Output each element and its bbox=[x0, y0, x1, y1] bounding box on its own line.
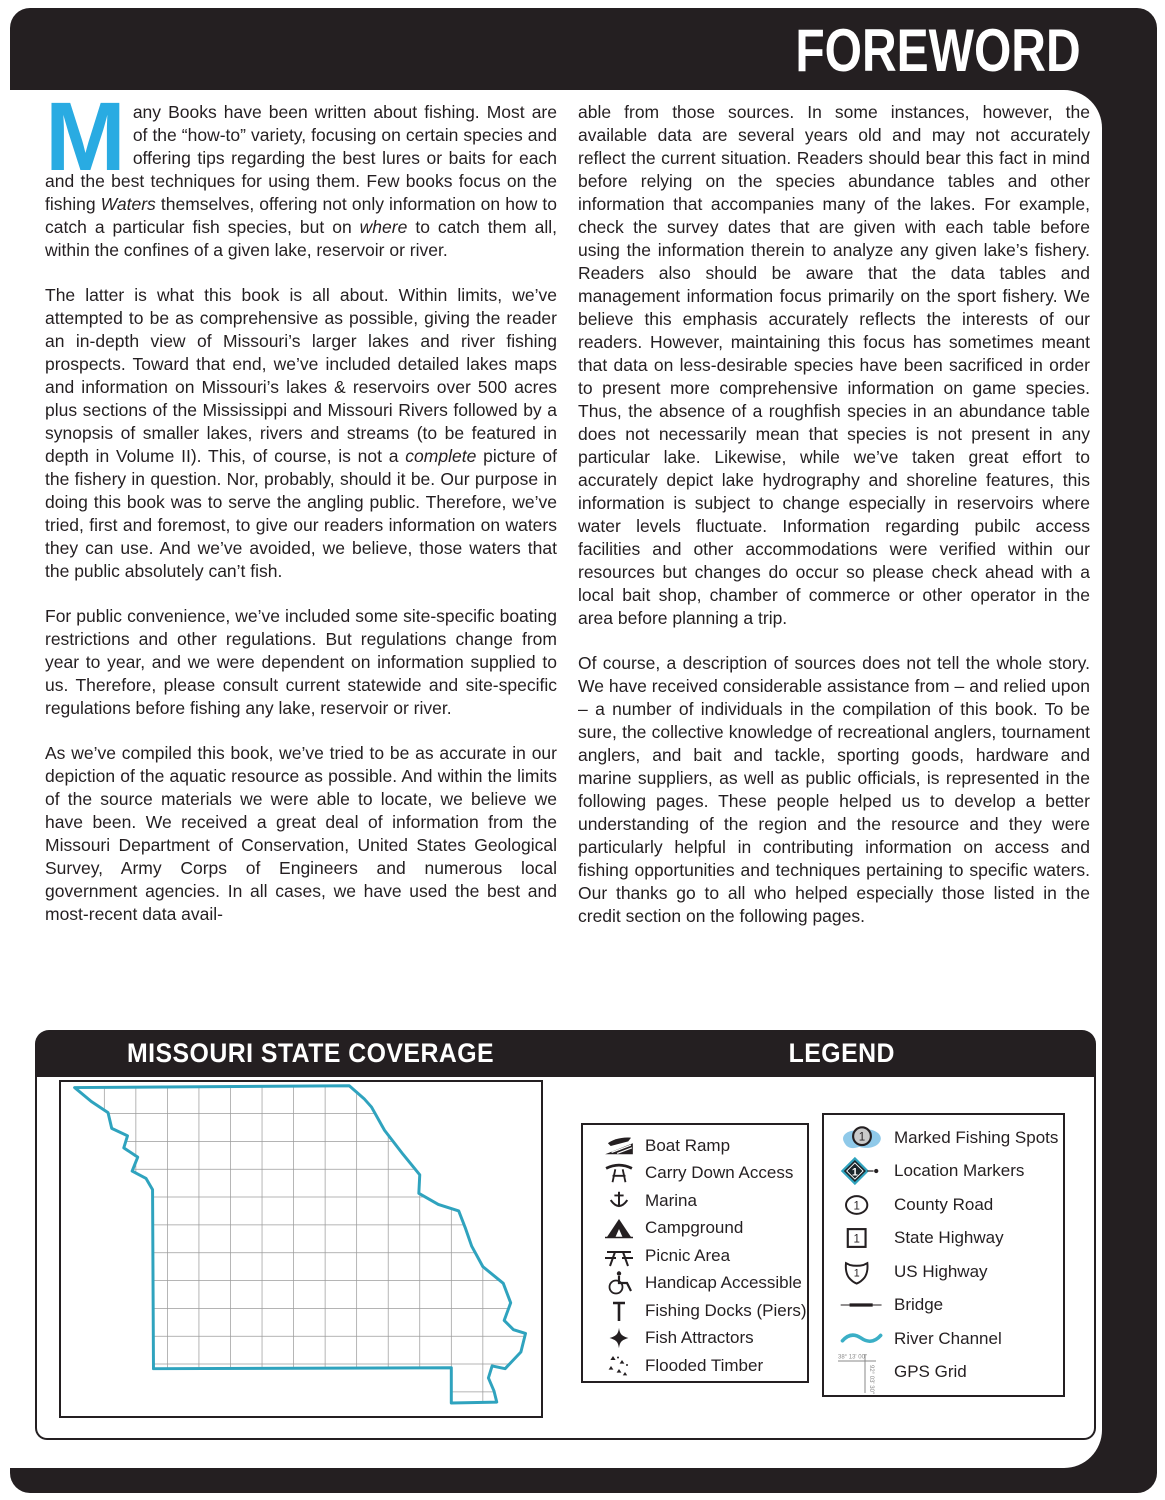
legend-row bbox=[593, 1270, 807, 1298]
state-highway-icon bbox=[830, 1222, 894, 1254]
legend-row bbox=[593, 1325, 807, 1353]
paragraph-text: picture of the fishery in question. Nor, probably, should it be. Our purpose in doing this book was to serve the angling public. Therefore, we’ve tried, first and foremost, to give our readers information on waters they can use. And we’ve avoided, we believe, those waters that the public absolutely can’t fish. bbox=[45, 446, 557, 581]
fish-attractors-icon bbox=[593, 1326, 645, 1350]
paragraph-text: any Books have been written about fishing. Most are of the “how-to” variety, focusing on certain species and offering tips regarding the best lures or baits for each and the best techniques for using them. Few books focus on the fishing bbox=[45, 102, 557, 214]
boat-ramp-icon bbox=[593, 1134, 645, 1158]
drop-cap: M bbox=[45, 82, 126, 191]
coverage-header-cell bbox=[35, 1038, 587, 1069]
legend-title: LEGEND bbox=[788, 1038, 895, 1068]
flooded-timber-icon bbox=[593, 1354, 645, 1378]
legend-row bbox=[830, 1289, 1063, 1323]
coverage-legend-panel bbox=[35, 1077, 1096, 1440]
page-title: FOREWORD bbox=[795, 17, 1081, 84]
paragraph-text: themselves, offering not only information on how to catch a particular fish species, but on bbox=[45, 194, 558, 237]
legend-label: US Highway bbox=[894, 1261, 988, 1281]
gps-grid-icon bbox=[830, 1349, 894, 1395]
legend-label: Boat Ramp bbox=[645, 1135, 731, 1155]
left-text-column bbox=[45, 82, 558, 926]
legend-label: Marked Fishing Spots bbox=[894, 1127, 1059, 1147]
paragraph-text-italic: Waters bbox=[100, 194, 156, 214]
paragraph-4: As we’ve compiled this book, we’ve tried to be as accurate in our depiction of the aquatic resource as possible. And within the limits of the source materials we were able to locate, we believe we have been. We received a great deal of information from the Missouri Department of Conservation, United States Geological Survey, Army Corps of Engineers and numerous local government agencies. In all cases, we have used the best and most-recent data avail- bbox=[45, 743, 557, 924]
legend-row bbox=[830, 1188, 1063, 1222]
county-road-icon bbox=[830, 1189, 894, 1221]
paragraph-text: The latter is what this book is all about. Within limits, we’ve attempted to be as comprehensive as possible, giving the reader an in-depth view of Missouri’s larger lakes and river fishing prospects. Toward that end, we’ve included detailed lakes maps and information on Missouri’s lakes & reservoirs over 500 acres plus sections of the Mississippi and Missouri Rivers followed by a synopsis of smaller lakes, rivers and streams (to be featured in depth in Volume II). This, of course, is not a bbox=[45, 285, 557, 466]
legend-box-markers bbox=[822, 1113, 1065, 1397]
marina-icon bbox=[593, 1189, 645, 1213]
carry-down-access-icon bbox=[593, 1161, 645, 1185]
legend-label: State Highway bbox=[894, 1228, 1004, 1248]
missouri-map-box bbox=[59, 1080, 543, 1418]
picnic-area-icon bbox=[593, 1244, 645, 1268]
legend-label: GPS Grid bbox=[894, 1362, 967, 1382]
legend-row bbox=[593, 1242, 807, 1270]
legend-header-cell bbox=[587, 1038, 1096, 1069]
campground-icon bbox=[593, 1216, 645, 1240]
marked-fishing-spots-icon bbox=[830, 1122, 894, 1154]
legend-label: Picnic Area bbox=[645, 1245, 731, 1265]
legend-row bbox=[593, 1132, 807, 1160]
legend-label: Handicap Accessible bbox=[645, 1273, 802, 1293]
us-highway-icon bbox=[830, 1256, 894, 1288]
badge-number: 1 bbox=[853, 1267, 860, 1280]
legend-label: Carry Down Access bbox=[645, 1163, 794, 1183]
legend-row bbox=[830, 1255, 1063, 1289]
location-markers-icon bbox=[830, 1155, 894, 1187]
legend-row bbox=[830, 1354, 1063, 1395]
legend-row bbox=[830, 1155, 1063, 1189]
coverage-legend-header-bar bbox=[35, 1030, 1096, 1077]
coverage-title: MISSOURI STATE COVERAGE bbox=[127, 1038, 495, 1068]
state-outline bbox=[75, 1086, 526, 1403]
legend-label: River Channel bbox=[894, 1328, 1002, 1348]
legend-row bbox=[830, 1121, 1063, 1155]
badge-number: 1 bbox=[851, 1166, 858, 1179]
missouri-state-map bbox=[61, 1082, 541, 1416]
county-boundaries bbox=[69, 1082, 533, 1416]
legend-box-symbols bbox=[581, 1123, 809, 1383]
legend-label: County Road bbox=[894, 1194, 994, 1214]
gps-latitude-label: 38° 13' 00" bbox=[838, 1354, 868, 1361]
paragraph-5: able from those sources. In some instances, however, the available data are several years old and may not accurately reflect the current situation. Readers should bear this fact in mind before relying on the species abundance tables and other information that accompanies many of the lakes. For example, check the survey dates that are given with each table before using the information therein to analyze any given lake’s fishery. Readers also should be aware that the data tables and management information focus primarily on the sport fishery. We believe this emphasis accurately reflects the interests of our readers. However, maintaining this focus has sometimes meant that data on less-desirable species have been sacrificed in order to present more comprehensive information on game species. Thus, the absence of a roughfish species in an abundance table does not necessarily mean that species is not present in any particular lake. Likewise, while we’ve taken great effort to accurately depict lake hydrography and shoreline features, this information is subject to change especially in reservoirs where water levels fluctuate. Information regarding pubilc access facilities and other accommodations were verified within our resources but changes do occur so please check ahead with a local bait shop, chamber of commerce or other operator in the area before planning a trip. bbox=[578, 102, 1090, 628]
legend-row bbox=[593, 1352, 807, 1380]
legend-label: Bridge bbox=[894, 1295, 944, 1315]
badge-number: 1 bbox=[858, 1131, 866, 1144]
legend-label: Fish Attractors bbox=[645, 1328, 754, 1348]
legend-row bbox=[593, 1187, 807, 1215]
right-text-column bbox=[578, 101, 1090, 928]
legend-label: Fishing Docks (Piers) bbox=[645, 1300, 807, 1320]
paragraph-6: Of course, a description of sources does not tell the whole story. We have received considerable assistance from – and relied upon – a number of individuals in the compilation of this book. To be sure, the collective knowledge of recreational anglers, tournament anglers, and bait and tackle, sporting goods, hardware and marine suppliers, as well as public officials, is represented in the following pages. These people helped us to develop a better understanding of the region and the resource and they were particularly helpful in contributing information on access and fishing opportunities and techniques pertaining to specific waters. Our thanks go to all who helped especially those listed in the credit section on the following pages. bbox=[578, 653, 1090, 926]
paragraph-text: to catch them all, within the confines of a given lake, reservoir or river. bbox=[45, 217, 557, 260]
legend-label: Location Markers bbox=[894, 1161, 1025, 1181]
handicap-accessible-icon bbox=[593, 1270, 645, 1296]
legend-row bbox=[593, 1160, 807, 1188]
legend-label: Marina bbox=[645, 1190, 697, 1210]
legend-row bbox=[593, 1297, 807, 1325]
legend-row bbox=[593, 1215, 807, 1243]
badge-number: 1 bbox=[853, 1200, 860, 1213]
legend-row bbox=[830, 1222, 1063, 1256]
gps-longitude-label: 92° 03' 30" bbox=[868, 1365, 874, 1395]
legend-label: Flooded Timber bbox=[645, 1355, 764, 1375]
legend-label: Campground bbox=[645, 1218, 744, 1238]
paragraph-text-italic: complete bbox=[405, 446, 477, 466]
paragraph-3: For public convenience, we’ve included some site-specific boating restrictions and other regulations. But regulations change from year to year, and we were dependent on information supplied to us. Therefore, please consult current statewide and site-specific regulations before fishing any lake, reservoir or river. bbox=[45, 606, 557, 718]
bridge-icon bbox=[830, 1289, 894, 1321]
badge-number: 1 bbox=[853, 1233, 860, 1246]
paragraph-text-italic: where bbox=[359, 217, 408, 237]
paragraph-2 bbox=[45, 284, 557, 583]
paragraph-1 bbox=[45, 82, 558, 262]
fishing-docks-icon bbox=[593, 1299, 645, 1323]
